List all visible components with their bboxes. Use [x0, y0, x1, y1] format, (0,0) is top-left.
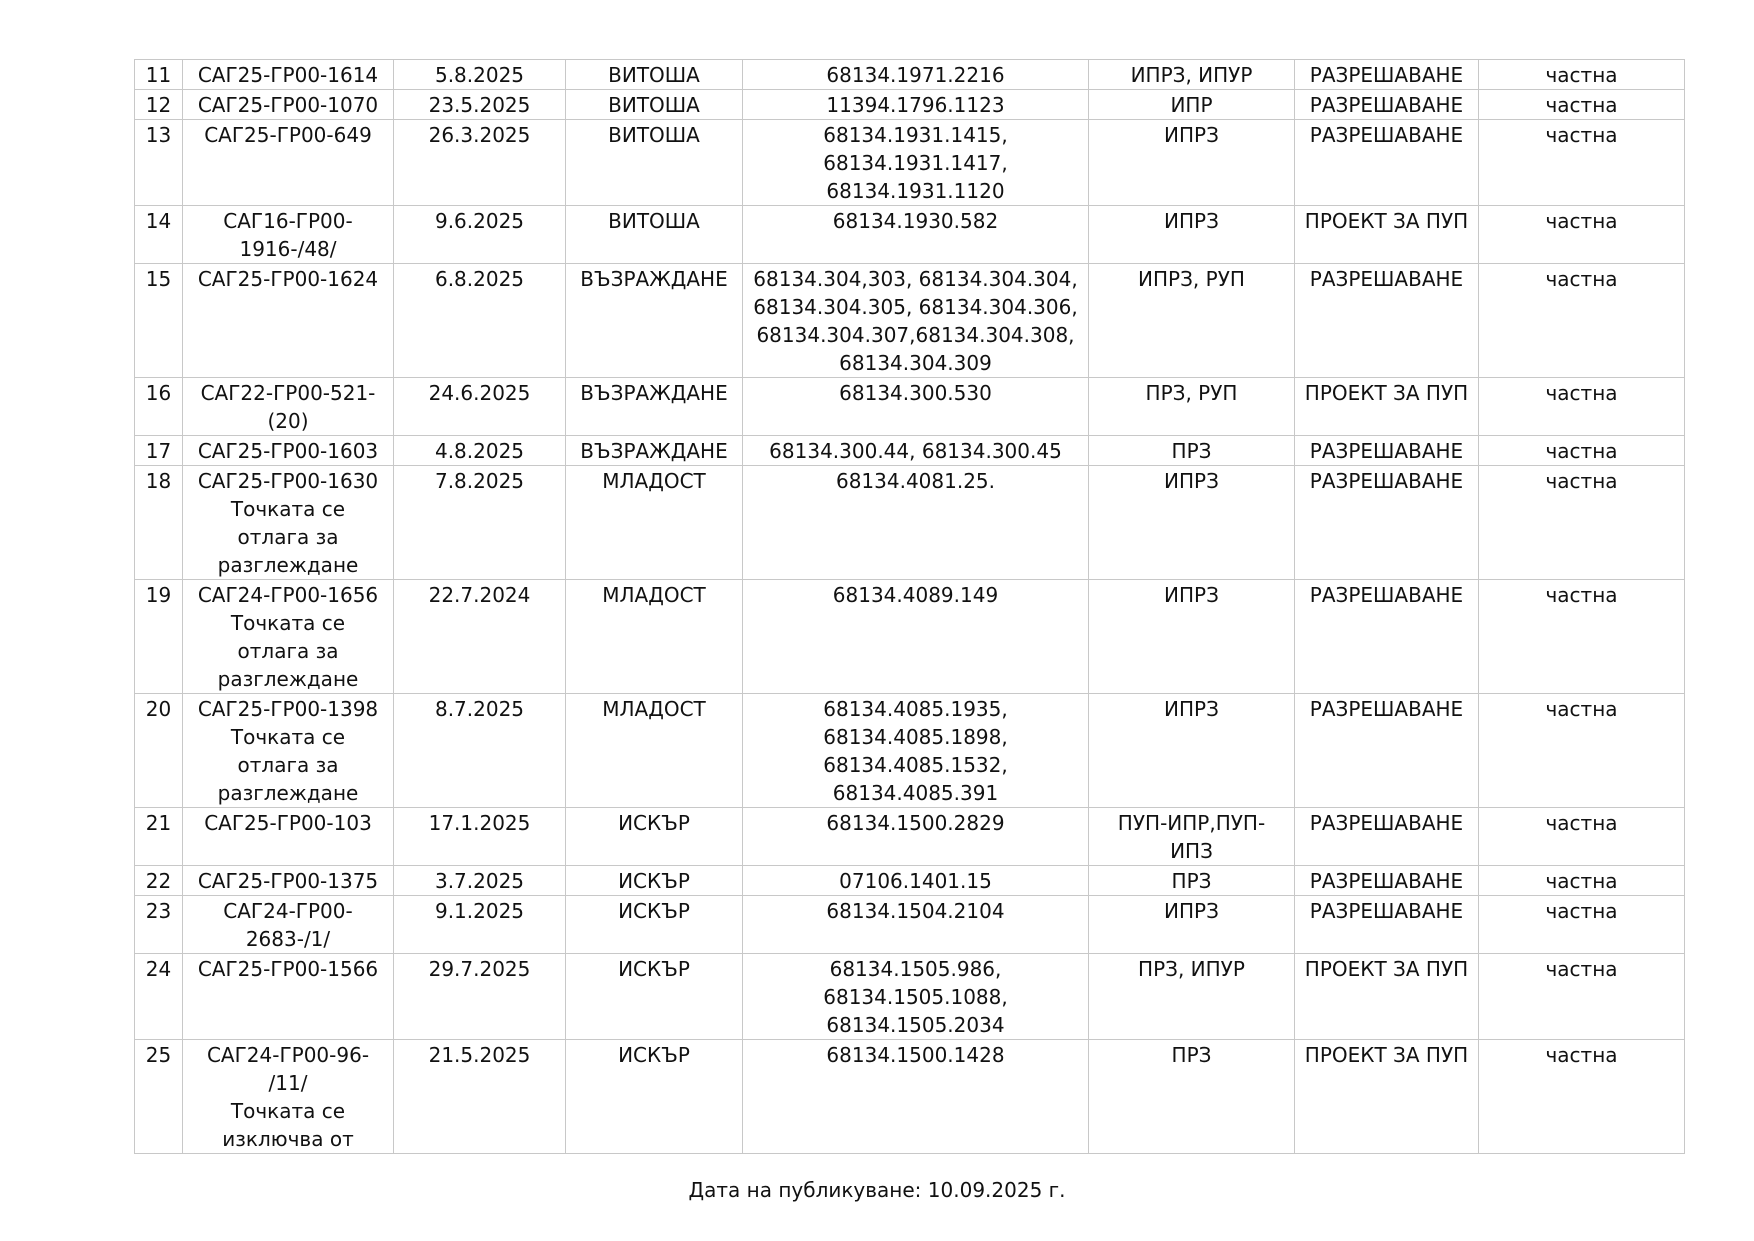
- table-row: [135, 866, 1685, 896]
- cell-reference-number: САГ25-ГР00-1070: [183, 90, 394, 120]
- cell-reference-number: САГ25-ГР00-1603: [183, 436, 394, 466]
- cell-date: 4.8.2025: [394, 436, 566, 466]
- cell-cadastral-ids: 68134.300.44, 68134.300.45: [743, 436, 1089, 466]
- table-row: [135, 954, 1685, 1040]
- cell-row-number: 13: [135, 120, 183, 206]
- cell-district: МЛАДОСТ: [566, 580, 743, 694]
- cell-reference-number: САГ25-ГР00-1614: [183, 60, 394, 90]
- cell-action: РАЗРЕШАВАНЕ: [1295, 120, 1479, 206]
- table-row: [135, 808, 1685, 866]
- table-row: [135, 264, 1685, 378]
- cell-cadastral-ids: 11394.1796.1123: [743, 90, 1089, 120]
- cell-action: РАЗРЕШАВАНЕ: [1295, 60, 1479, 90]
- cell-district: ВЪЗРАЖДАНЕ: [566, 378, 743, 436]
- cell-plan-type: ИПРЗ: [1089, 896, 1295, 954]
- cell-row-number: 11: [135, 60, 183, 90]
- cell-date: 5.8.2025: [394, 60, 566, 90]
- cell-district: ВЪЗРАЖДАНЕ: [566, 436, 743, 466]
- cell-row-number: 15: [135, 264, 183, 378]
- cell-ownership: частна: [1479, 378, 1685, 436]
- cell-row-number: 18: [135, 466, 183, 580]
- cell-row-number: 12: [135, 90, 183, 120]
- cell-cadastral-ids: 68134.300.530: [743, 378, 1089, 436]
- cell-district: ИСКЪР: [566, 808, 743, 866]
- cell-date: 9.1.2025: [394, 896, 566, 954]
- table-row: [135, 90, 1685, 120]
- cell-plan-type: ПРЗ: [1089, 1040, 1295, 1154]
- cell-date: 29.7.2025: [394, 954, 566, 1040]
- cell-date: 8.7.2025: [394, 694, 566, 808]
- cell-reference-number: САГ24-ГР00- 2683-/1/: [183, 896, 394, 954]
- table-row: [135, 466, 1685, 580]
- cell-ownership: частна: [1479, 694, 1685, 808]
- cell-cadastral-ids: 68134.1504.2104: [743, 896, 1089, 954]
- cell-plan-type: ИПРЗ: [1089, 120, 1295, 206]
- cell-plan-type: ПУП-ИПР,ПУП- ИПЗ: [1089, 808, 1295, 866]
- cell-date: 9.6.2025: [394, 206, 566, 264]
- table-row: [135, 580, 1685, 694]
- cell-district: ИСКЪР: [566, 954, 743, 1040]
- cell-plan-type: ПРЗ, ИПУР: [1089, 954, 1295, 1040]
- table-row: [135, 1040, 1685, 1154]
- cell-row-number: 16: [135, 378, 183, 436]
- cell-ownership: частна: [1479, 1040, 1685, 1154]
- cell-action: РАЗРЕШАВАНЕ: [1295, 466, 1479, 580]
- projects-table: [134, 59, 1685, 1154]
- cell-plan-type: ИПРЗ: [1089, 694, 1295, 808]
- cell-action: РАЗРЕШАВАНЕ: [1295, 694, 1479, 808]
- cell-date: 6.8.2025: [394, 264, 566, 378]
- publication-date: Дата на публикуване: 10.09.2025 г.: [688, 1178, 1066, 1202]
- cell-row-number: 21: [135, 808, 183, 866]
- table-row: [135, 206, 1685, 264]
- cell-cadastral-ids: 68134.1505.986, 68134.1505.1088, 68134.1505.2034: [743, 954, 1089, 1040]
- cell-plan-type: ПРЗ, РУП: [1089, 378, 1295, 436]
- cell-district: ВИТОША: [566, 60, 743, 90]
- cell-action: РАЗРЕШАВАНЕ: [1295, 808, 1479, 866]
- cell-reference-number: САГ25-ГР00-103: [183, 808, 394, 866]
- cell-date: 23.5.2025: [394, 90, 566, 120]
- cell-district: ВИТОША: [566, 206, 743, 264]
- cell-action: ПРОЕКТ ЗА ПУП: [1295, 954, 1479, 1040]
- cell-district: ВИТОША: [566, 90, 743, 120]
- cell-reference-number: САГ25-ГР00-1566: [183, 954, 394, 1040]
- cell-row-number: 19: [135, 580, 183, 694]
- table-row: [135, 120, 1685, 206]
- cell-ownership: частна: [1479, 808, 1685, 866]
- cell-action: ПРОЕКТ ЗА ПУП: [1295, 206, 1479, 264]
- cell-action: РАЗРЕШАВАНЕ: [1295, 580, 1479, 694]
- cell-row-number: 20: [135, 694, 183, 808]
- cell-cadastral-ids: 68134.304,303, 68134.304.304, 68134.304.305, 68134.304.306, 68134.304.307,68134.304.308, 68134.304.309: [743, 264, 1089, 378]
- cell-ownership: частна: [1479, 120, 1685, 206]
- table-body: [135, 60, 1685, 1154]
- cell-ownership: частна: [1479, 264, 1685, 378]
- cell-date: 22.7.2024: [394, 580, 566, 694]
- cell-plan-type: ПРЗ: [1089, 436, 1295, 466]
- cell-ownership: частна: [1479, 866, 1685, 896]
- cell-reference-number: САГ25-ГР00-1398 Точката се отлага за разглеждане: [183, 694, 394, 808]
- cell-row-number: 25: [135, 1040, 183, 1154]
- cell-reference-number: САГ25-ГР00-1630 Точката се отлага за разглеждане: [183, 466, 394, 580]
- cell-row-number: 22: [135, 866, 183, 896]
- cell-cadastral-ids: 68134.1930.582: [743, 206, 1089, 264]
- cell-ownership: частна: [1479, 896, 1685, 954]
- cell-ownership: частна: [1479, 90, 1685, 120]
- cell-row-number: 24: [135, 954, 183, 1040]
- cell-cadastral-ids: 68134.4081.25.: [743, 466, 1089, 580]
- cell-action: ПРОЕКТ ЗА ПУП: [1295, 378, 1479, 436]
- table-row: [135, 896, 1685, 954]
- cell-plan-type: ИПР: [1089, 90, 1295, 120]
- cell-cadastral-ids: 68134.1500.1428: [743, 1040, 1089, 1154]
- cell-cadastral-ids: 68134.1931.1415, 68134.1931.1417, 68134.1931.1120: [743, 120, 1089, 206]
- cell-plan-type: ИПРЗ: [1089, 580, 1295, 694]
- cell-date: 7.8.2025: [394, 466, 566, 580]
- cell-district: ВЪЗРАЖДАНЕ: [566, 264, 743, 378]
- cell-action: РАЗРЕШАВАНЕ: [1295, 436, 1479, 466]
- cell-ownership: частна: [1479, 436, 1685, 466]
- cell-date: 24.6.2025: [394, 378, 566, 436]
- cell-district: ВИТОША: [566, 120, 743, 206]
- cell-reference-number: САГ24-ГР00-1656 Точката се отлага за разглеждане: [183, 580, 394, 694]
- cell-reference-number: САГ25-ГР00-1624: [183, 264, 394, 378]
- cell-date: 26.3.2025: [394, 120, 566, 206]
- table-row: [135, 378, 1685, 436]
- cell-date: 3.7.2025: [394, 866, 566, 896]
- cell-plan-type: ПРЗ: [1089, 866, 1295, 896]
- table-row: [135, 694, 1685, 808]
- cell-plan-type: ИПРЗ: [1089, 206, 1295, 264]
- table-row: [135, 60, 1685, 90]
- cell-ownership: частна: [1479, 954, 1685, 1040]
- cell-district: ИСКЪР: [566, 866, 743, 896]
- table-row: [135, 436, 1685, 466]
- cell-district: ИСКЪР: [566, 1040, 743, 1154]
- cell-ownership: частна: [1479, 466, 1685, 580]
- cell-row-number: 17: [135, 436, 183, 466]
- cell-reference-number: САГ22-ГР00-521- (20): [183, 378, 394, 436]
- cell-reference-number: САГ25-ГР00-1375: [183, 866, 394, 896]
- cell-action: ПРОЕКТ ЗА ПУП: [1295, 1040, 1479, 1154]
- cell-date: 21.5.2025: [394, 1040, 566, 1154]
- cell-district: МЛАДОСТ: [566, 466, 743, 580]
- cell-reference-number: САГ25-ГР00-649: [183, 120, 394, 206]
- cell-action: РАЗРЕШАВАНЕ: [1295, 866, 1479, 896]
- cell-cadastral-ids: 07106.1401.15: [743, 866, 1089, 896]
- cell-cadastral-ids: 68134.1971.2216: [743, 60, 1089, 90]
- cell-ownership: частна: [1479, 580, 1685, 694]
- cell-reference-number: САГ16-ГР00- 1916-/48/: [183, 206, 394, 264]
- cell-action: РАЗРЕШАВАНЕ: [1295, 896, 1479, 954]
- cell-cadastral-ids: 68134.4085.1935, 68134.4085.1898, 68134.4085.1532, 68134.4085.391: [743, 694, 1089, 808]
- cell-date: 17.1.2025: [394, 808, 566, 866]
- cell-ownership: частна: [1479, 60, 1685, 90]
- cell-row-number: 14: [135, 206, 183, 264]
- cell-ownership: частна: [1479, 206, 1685, 264]
- cell-action: РАЗРЕШАВАНЕ: [1295, 264, 1479, 378]
- cell-plan-type: ИПРЗ: [1089, 466, 1295, 580]
- cell-row-number: 23: [135, 896, 183, 954]
- cell-cadastral-ids: 68134.4089.149: [743, 580, 1089, 694]
- cell-cadastral-ids: 68134.1500.2829: [743, 808, 1089, 866]
- cell-action: РАЗРЕШАВАНЕ: [1295, 90, 1479, 120]
- cell-plan-type: ИПРЗ, РУП: [1089, 264, 1295, 378]
- cell-district: ИСКЪР: [566, 896, 743, 954]
- cell-reference-number: САГ24-ГР00-96- /11/ Точката се изключва от: [183, 1040, 394, 1154]
- cell-district: МЛАДОСТ: [566, 694, 743, 808]
- cell-plan-type: ИПРЗ, ИПУР: [1089, 60, 1295, 90]
